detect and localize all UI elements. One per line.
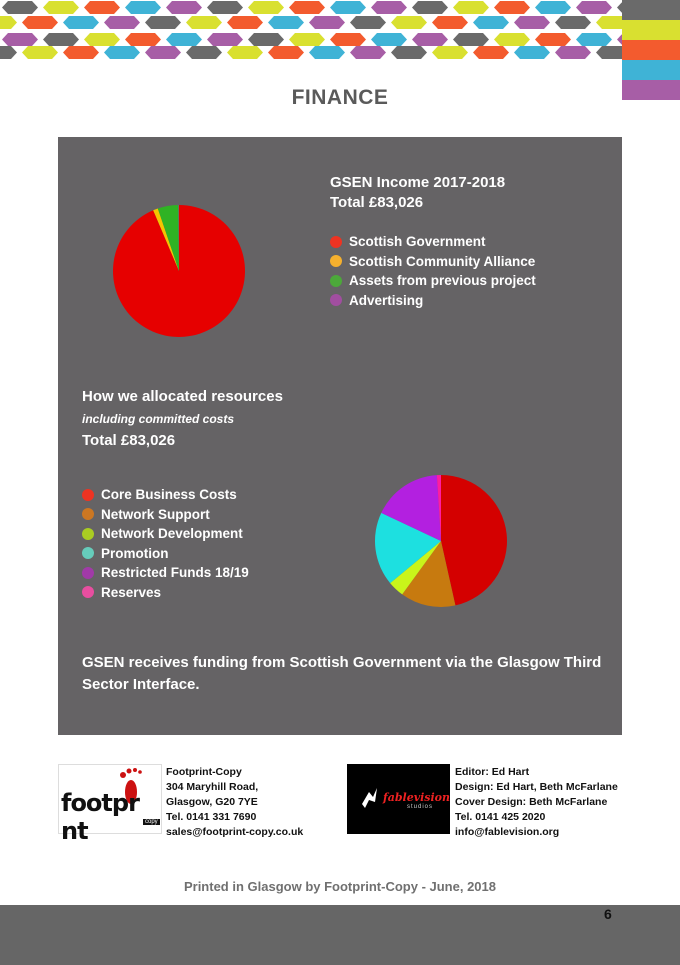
credit-line: Footprint-Copy	[166, 766, 242, 778]
hexagon-shape	[145, 16, 181, 29]
legend-dot	[82, 586, 94, 598]
hexagon-shape	[248, 1, 284, 14]
hexagon-shape	[371, 33, 407, 46]
finance-panel	[58, 137, 622, 735]
legend-dot	[82, 489, 94, 501]
footprint-logo-text: footpr nt	[61, 789, 139, 845]
hexagon-shape	[166, 1, 202, 14]
hexagon-shape	[145, 46, 181, 59]
hexagon-shape	[289, 1, 325, 14]
color-strip-grey	[622, 0, 680, 20]
hexagon-shape	[371, 1, 407, 14]
hexagon-shape	[412, 1, 448, 14]
hexagon-shape	[227, 46, 263, 59]
funding-note: GSEN receives funding from Scottish Government via the Glasgow Third Sector Interface.	[82, 654, 602, 693]
footprint-logo-tag: copy	[145, 819, 158, 825]
legend-label: Scottish Government	[349, 234, 486, 250]
hexagon-shape	[576, 1, 612, 14]
page-number: 6	[604, 906, 612, 922]
hexagon-shape	[63, 16, 99, 29]
color-strip-blue	[622, 60, 680, 80]
allocation-title	[82, 386, 283, 452]
fablevision-logo-sub: studios	[407, 804, 434, 810]
income-legend	[330, 232, 536, 310]
hexagon-shape	[350, 46, 386, 59]
income-pie-chart	[110, 202, 248, 340]
hexagon-shape	[84, 33, 120, 46]
hexagon-shape	[125, 1, 161, 14]
hexagon-shape	[576, 33, 612, 46]
hexagon-shape	[2, 33, 38, 46]
allocation-pie-chart	[372, 472, 510, 610]
legend-item	[82, 544, 249, 564]
allocation-subtitle: including committed costs	[82, 412, 235, 426]
hexagon-shape	[43, 33, 79, 46]
footer-bar	[0, 905, 680, 965]
legend-dot	[82, 567, 94, 579]
hexagon-shape	[104, 16, 140, 29]
legend-dot	[330, 236, 342, 248]
hexagon-shape	[473, 16, 509, 29]
credit-line: Design: Ed Hart, Beth McFarlane	[455, 781, 618, 793]
legend-item	[330, 232, 536, 252]
hexagon-shape	[514, 16, 550, 29]
hexagon-shape	[596, 46, 622, 59]
fablevision-logo-text: fablevision	[383, 791, 451, 804]
credit-line: Cover Design: Beth McFarlane	[455, 796, 608, 808]
hexagon-shape	[391, 16, 427, 29]
legend-label: Restricted Funds 18/19	[101, 565, 249, 581]
hexagon-shape	[186, 46, 222, 59]
hexagon-shape	[104, 46, 140, 59]
hexagon-shape	[227, 16, 263, 29]
legend-dot	[82, 547, 94, 559]
legend-label: Network Support	[101, 506, 210, 522]
hexagon-shape	[330, 33, 366, 46]
hexagon-shape	[453, 1, 489, 14]
hexagon-shape	[125, 33, 161, 46]
legend-item	[330, 271, 536, 291]
hexagon-shape	[268, 46, 304, 59]
allocation-total: Total £83,026	[82, 432, 176, 449]
footprint-logo	[58, 764, 162, 845]
hexagon-shape	[432, 46, 468, 59]
allocation-legend	[82, 485, 249, 602]
hexagon-shape	[391, 46, 427, 59]
allocation-heading: How we allocated resources	[82, 388, 283, 405]
hexagon-shape	[0, 16, 17, 29]
legend-item	[82, 485, 249, 505]
credit-line: Editor: Ed Hart	[455, 766, 530, 778]
figure-shape	[362, 788, 377, 808]
legend-item	[82, 583, 249, 603]
legend-item	[82, 563, 249, 583]
hexagon-shape	[555, 16, 591, 29]
income-total: Total £83,026	[330, 194, 424, 211]
legend-label: Scottish Community Alliance	[349, 253, 536, 269]
hexagon-shape	[22, 16, 58, 29]
hexagon-shape	[84, 1, 120, 14]
hexagon-shape	[207, 33, 243, 46]
hexagon-shape	[494, 33, 530, 46]
income-title	[330, 173, 505, 213]
hexagon-shape	[535, 33, 571, 46]
footprint-toe	[138, 770, 142, 774]
hexagon-shape	[309, 16, 345, 29]
page-title: FINANCE	[291, 86, 389, 109]
hexagon-shape	[514, 46, 550, 59]
footprint-toe	[120, 772, 126, 778]
fablevision-logo	[347, 764, 450, 834]
hexagon-shape	[186, 16, 222, 29]
legend-item	[330, 252, 536, 272]
hexagon-shape	[0, 46, 17, 59]
hexagon-shape	[268, 16, 304, 29]
hexagon-shape	[535, 1, 571, 14]
design-credits	[455, 765, 618, 840]
hexagon-shape	[248, 33, 284, 46]
hexagon-shape	[43, 1, 79, 14]
hexagon-shape	[473, 46, 509, 59]
legend-dot	[330, 294, 342, 306]
legend-label: Advertising	[349, 292, 424, 308]
credit-line: Tel. 0141 425 2020	[455, 811, 546, 823]
color-strip-yellow	[622, 20, 680, 40]
printer-credits	[166, 765, 303, 840]
hexagon-shape	[350, 16, 386, 29]
hexagon-shape	[596, 16, 622, 29]
hexagon-shape	[330, 1, 366, 14]
color-strip-orange	[622, 40, 680, 60]
legend-dot	[330, 275, 342, 287]
legend-label: Core Business Costs	[101, 487, 237, 503]
hexagon-shape	[412, 33, 448, 46]
hexagon-shape	[22, 46, 58, 59]
legend-item	[82, 524, 249, 544]
credit-line: Glasgow, G20 7YE	[166, 796, 258, 808]
credit-line: info@fablevision.org	[455, 826, 560, 838]
hexagon-pattern-banner	[0, 0, 622, 62]
legend-label: Promotion	[101, 545, 169, 561]
printed-by-note: Printed in Glasgow by Footprint-Copy - June, 2018	[183, 879, 497, 894]
legend-item	[82, 505, 249, 525]
credit-line: 304 Maryhill Road,	[166, 781, 259, 793]
hexagon-shape	[309, 46, 345, 59]
hexagon-shape	[207, 1, 243, 14]
legend-item	[330, 291, 536, 311]
income-title-line: GSEN Income 2017-2018	[330, 174, 506, 191]
hexagon-shape	[494, 1, 530, 14]
hexagon-shape	[432, 16, 468, 29]
hexagon-shape	[2, 1, 38, 14]
legend-dot	[82, 528, 94, 540]
legend-dot	[330, 255, 342, 267]
hexagon-shape	[289, 33, 325, 46]
legend-dot	[82, 508, 94, 520]
footprint-toe	[127, 769, 132, 774]
legend-label: Assets from previous project	[349, 273, 536, 289]
legend-label: Reserves	[101, 584, 162, 600]
hexagon-shape	[453, 33, 489, 46]
credit-line: Tel. 0141 331 7690	[166, 811, 257, 823]
credit-line: sales@footprint-copy.co.uk	[166, 826, 304, 838]
hexagon-shape	[63, 46, 99, 59]
hexagon-shape	[166, 33, 202, 46]
legend-label: Network Development	[101, 526, 243, 542]
footprint-toe	[133, 768, 137, 772]
hexagon-shape	[555, 46, 591, 59]
